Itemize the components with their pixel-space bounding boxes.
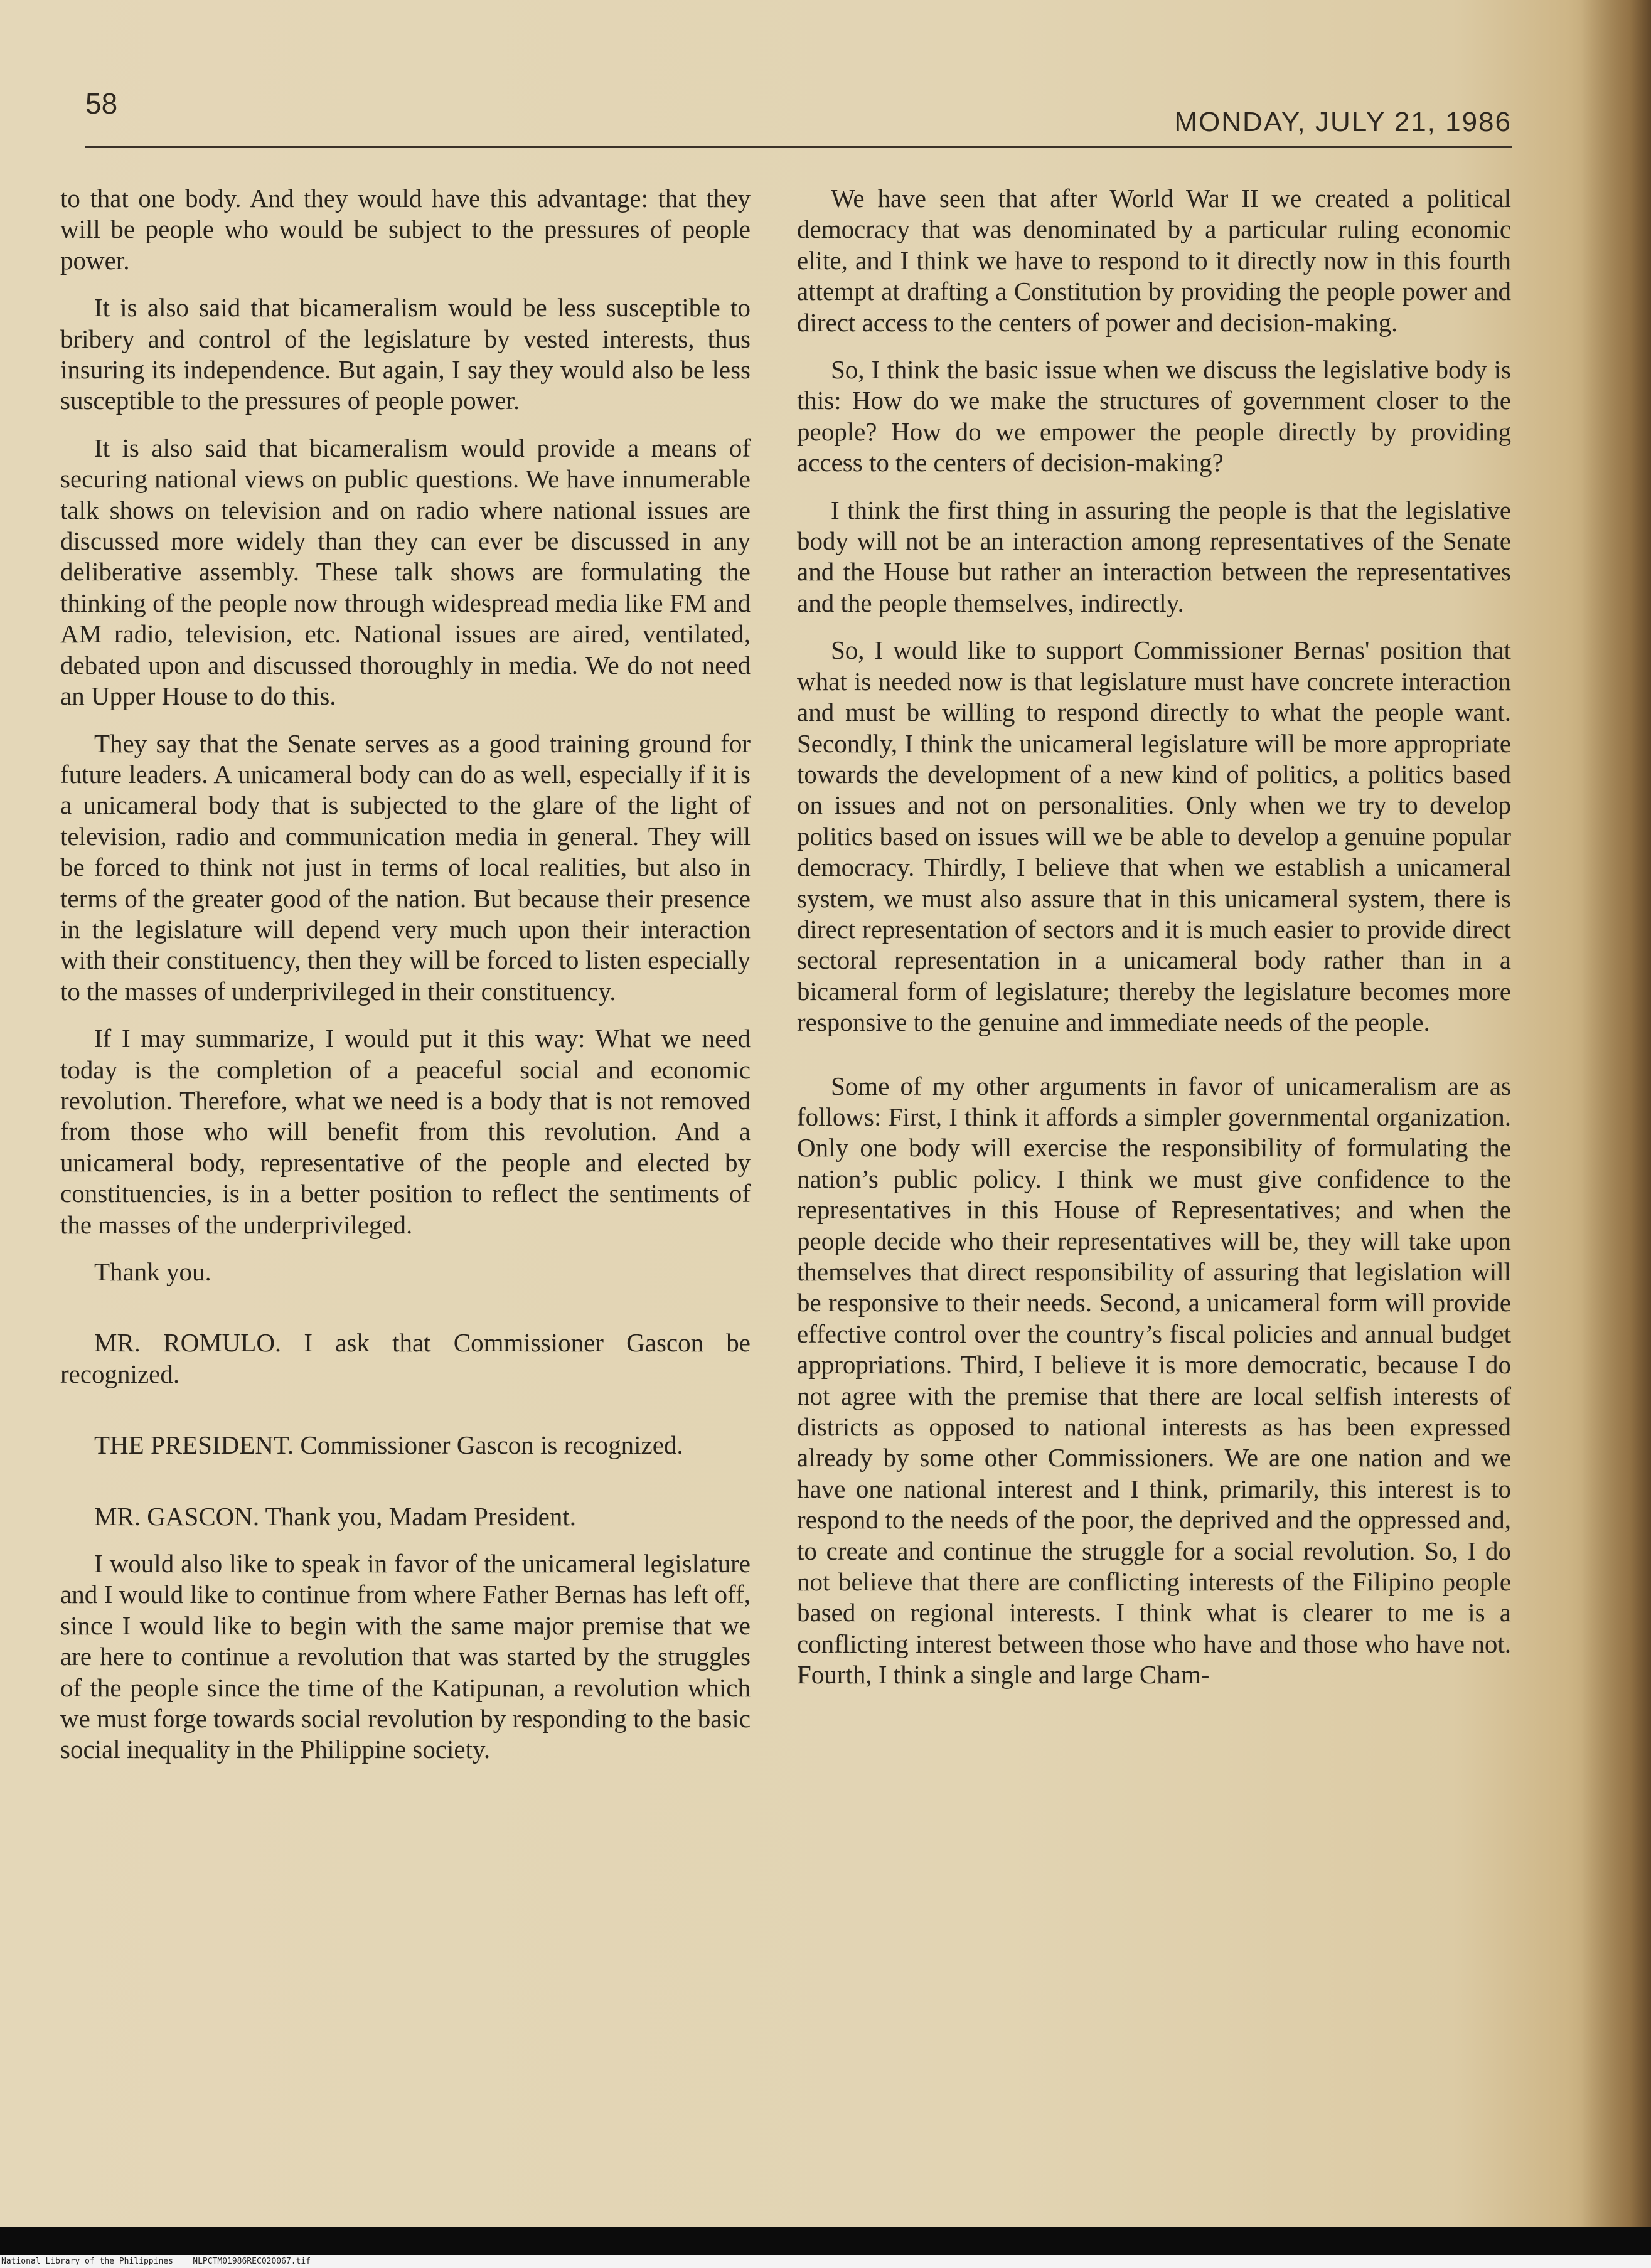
header-rule	[85, 146, 1512, 148]
page-date: MONDAY, JULY 21, 1986	[1174, 107, 1512, 137]
paragraph: It is also said that bicameralism would be less susceptible to bribery and control of the legislature by vested interests, thus insuring its independence. But again, I say they would also be less susceptible to the pressures of people power.	[60, 293, 751, 415]
paragraph: If I may summarize, I would put it this way: What we need today is the completion of a peaceful social and economic revolution. Therefore, what we need is a body that is not removed from those who will benefit from this revolution. And a unicameral body, representative of the people and elected by constituencies, is in a better position to reflect the sentiments of the masses of the underprivileged.	[60, 1024, 751, 1239]
paragraph: Some of my other arguments in favor of unicameralism are as follows: First, I think it affords a simpler governmental organization. Only one body will exercise the responsibility of formulating the nation’s public policy. I think we must give confidence to the representatives in this House of Representatives; and when the people decide who their representatives will be, they will take upon themselves that direct responsibility of assuring that legislation will be responsive to their needs. Second, a unicameral form will provide effective control over the country’s fiscal policies and annual budget appropriations. Third, I believe it is more democratic, because I do not agree with the premise that there are local selfish interests of districts as opposed to national interests as has been expressed already by some other Commissioners. We are one nation and we have one national interest and I think, primarily, this interest is to respond to the needs of the poor, the deprived and the oppressed and, to create and continue the struggle for a social revolution. So, I do not believe that there are conflicting interests of the Filipino people based on regional interests. I think what is clearer to me is a conflicting interest between those who have and those who have not. Fourth, I think a single and large Cham-	[797, 1071, 1511, 1690]
paragraph: They say that the Senate serves as a good training ground for future leaders. A unicameral body can do as well, especially if it is a unicameral body that is subjected to the glare of the light of television, radio and communication media in general. They will be forced to think not just in terms of local realities, but also in terms of the greater good of the nation. But because their presence in the legislature will depend very much upon their interaction with their constituency, then they will be forced to listen especially to the masses of underprivileged in their constituency.	[60, 728, 751, 1006]
paragraph: So, I would like to support Commissioner Bernas' position that what is needed now is that legislature must have concrete interaction and must be willing to respond directly to what the people want. Secondly, I think the unicameral legislature will be more appropriate towards the development of a new kind of politics, a politics based on issues and not on personalities. Only when we try to develop politics based on issues will we be able to develop a genuine popular democracy. Thirdly, I believe that when we establish a unicameral system, we must also assure that in this unicameral system, there is direct representation of sectors and it is much easier to provide direct sectoral representation in a unicameral body rather than in a bicameral form of legislature; thereby the legislature becomes more responsive to the genuine and immediate needs of the people.	[797, 636, 1511, 1037]
page-number: 58	[85, 87, 118, 120]
paragraph: I think the first thing in assuring the people is that the legislative body will not be an interaction among representatives of the Senate and the House but rather an interaction between the representatives and the people themselves, indirectly.	[797, 495, 1511, 617]
paragraph: Thank you.	[94, 1257, 211, 1286]
speaker-paragraph: MR. GASCON. Thank you, Madam President.	[94, 1501, 576, 1531]
paragraph: We have seen that after World War II we created a political democracy that was denominated by a particular ruling economic elite, and I think we have to respond to it directly now in this fourth attempt at drafting a Constitution by providing the people power and direct access to the centers of power and decision-making.	[797, 184, 1511, 337]
scan-footer-label: National Library of the Philippines NLPCTM01986REC020067.tif	[0, 2255, 1651, 2268]
right-column	[797, 183, 1511, 1707]
paragraph: to that one body. And they would have this advantage: that they will be people who would be subject to the pressures of people power.	[60, 184, 751, 275]
left-column	[60, 183, 751, 1782]
page-edge-shadow	[1581, 0, 1651, 2227]
paragraph: I would also like to speak in favor of the unicameral legislature and I would like to continue from where Father Bernas has left off, since I would like to begin with the same major premise that we are here to continue a revolution that was started by the struggles of the people since the time of the Katipunan, a revolution which we must forge towards social revolution by responding to the basic social inequality in the Philippine society.	[60, 1549, 751, 1764]
paragraph: So, I think the basic issue when we discuss the legislative body is this: How do we make the structures of government closer to the people? How do we empower the people directly by providing access to the centers of decision-making?	[797, 355, 1511, 477]
speaker-paragraph: MR. ROMULO. I ask that Commissioner Gascon be recognized.	[60, 1328, 751, 1388]
paragraph: It is also said that bicameralism would provide a means of securing national views on public questions. We have innumerable talk shows on television and on radio where national issues are discussed more widely than they can ever be discussed in any deliberative assembly. These talk shows are formulating the thinking of the people now through widespread media like FM and AM radio, television, etc. National issues are aired, ventilated, debated upon and discussed thoroughly in media. We do not need an Upper House to do this.	[60, 433, 751, 711]
speaker-paragraph: THE PRESIDENT. Commissioner Gascon is recognized.	[94, 1430, 683, 1460]
